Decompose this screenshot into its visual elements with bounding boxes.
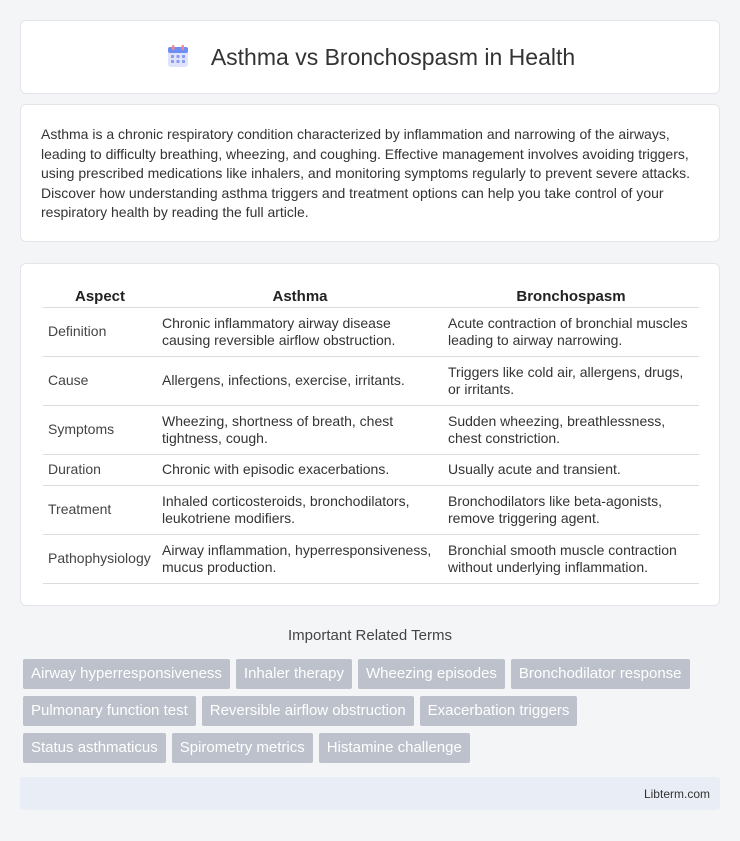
row-bronchospasm: Sudden wheezing, breathlessness, chest constriction.: [443, 406, 699, 455]
comparison-table: [43, 286, 699, 584]
row-aspect: Pathophysiology: [43, 535, 157, 584]
footer-site-link[interactable]: Libterm.com: [643, 786, 710, 801]
related-term-tag[interactable]: Airway hyperresponsiveness: [23, 659, 230, 689]
row-asthma: Inhaled corticosteroids, bronchodilators, leukotriene modifiers.: [157, 486, 443, 535]
row-asthma: Airway inflammation, hyperresponsiveness, mucus production.: [157, 535, 443, 584]
row-aspect: Treatment: [43, 486, 157, 535]
header-card: [20, 20, 720, 94]
table-header-row: [43, 286, 699, 308]
calendar-grid-icon: [165, 44, 191, 70]
related-terms-tags: [23, 659, 723, 763]
related-term-tag[interactable]: Pulmonary function test: [23, 696, 196, 726]
intro-text: Asthma is a chronic respiratory condition characterized by inflammation and narrowing of the airways, leading to difficulty breathing, wheezing, and coughing. Effective management involves avoiding triggers, using prescribed medications like inhalers, and monitoring symptoms regularly to prevent severe attacks. Discover how understanding asthma triggers and treatment options can help you take control of your respiratory health by reading the full article.: [41, 126, 690, 220]
table-row: [43, 357, 699, 406]
row-asthma: Allergens, infections, exercise, irritants.: [157, 357, 443, 406]
related-term-tag[interactable]: Spirometry metrics: [172, 733, 313, 763]
table-row: [43, 455, 699, 486]
row-asthma: Chronic inflammatory airway disease causing reversible airflow obstruction.: [157, 308, 443, 357]
related-term-tag[interactable]: Exacerbation triggers: [420, 696, 578, 726]
header-asthma: Asthma: [157, 286, 443, 308]
row-asthma: Wheezing, shortness of breath, chest tightness, cough.: [157, 406, 443, 455]
related-term-tag[interactable]: Status asthmaticus: [23, 733, 166, 763]
header-aspect: Aspect: [43, 286, 157, 308]
row-aspect: Definition: [43, 308, 157, 357]
page-title: Asthma vs Bronchospasm in Health: [210, 43, 576, 70]
related-term-tag[interactable]: Wheezing episodes: [358, 659, 505, 689]
intro-card: [20, 104, 720, 242]
related-term-tag[interactable]: Inhaler therapy: [236, 659, 352, 689]
row-bronchospasm: Triggers like cold air, allergens, drugs, or irritants.: [443, 357, 699, 406]
row-bronchospasm: Acute contraction of bronchial muscles leading to airway narrowing.: [443, 308, 699, 357]
related-term-tag[interactable]: Reversible airflow obstruction: [202, 696, 414, 726]
row-aspect: Symptoms: [43, 406, 157, 455]
table-row: [43, 486, 699, 535]
row-asthma: Chronic with episodic exacerbations.: [157, 455, 443, 486]
row-aspect: Cause: [43, 357, 157, 406]
header-bronchospasm: Bronchospasm: [443, 286, 699, 308]
row-bronchospasm: Bronchodilators like beta-agonists, remove triggering agent.: [443, 486, 699, 535]
table-row: [43, 406, 699, 455]
row-bronchospasm: Bronchial smooth muscle contraction without underlying inflammation.: [443, 535, 699, 584]
table-row: [43, 535, 699, 584]
related-term-tag[interactable]: Bronchodilator response: [511, 659, 690, 689]
related-terms-title: Important Related Terms: [288, 627, 452, 644]
comparison-table-card: [20, 263, 720, 606]
footer: [20, 777, 720, 810]
related-term-tag[interactable]: Histamine challenge: [319, 733, 470, 763]
table-row: [43, 308, 699, 357]
header-inner: [165, 44, 575, 71]
row-aspect: Duration: [43, 455, 157, 486]
row-bronchospasm: Usually acute and transient.: [443, 455, 699, 486]
